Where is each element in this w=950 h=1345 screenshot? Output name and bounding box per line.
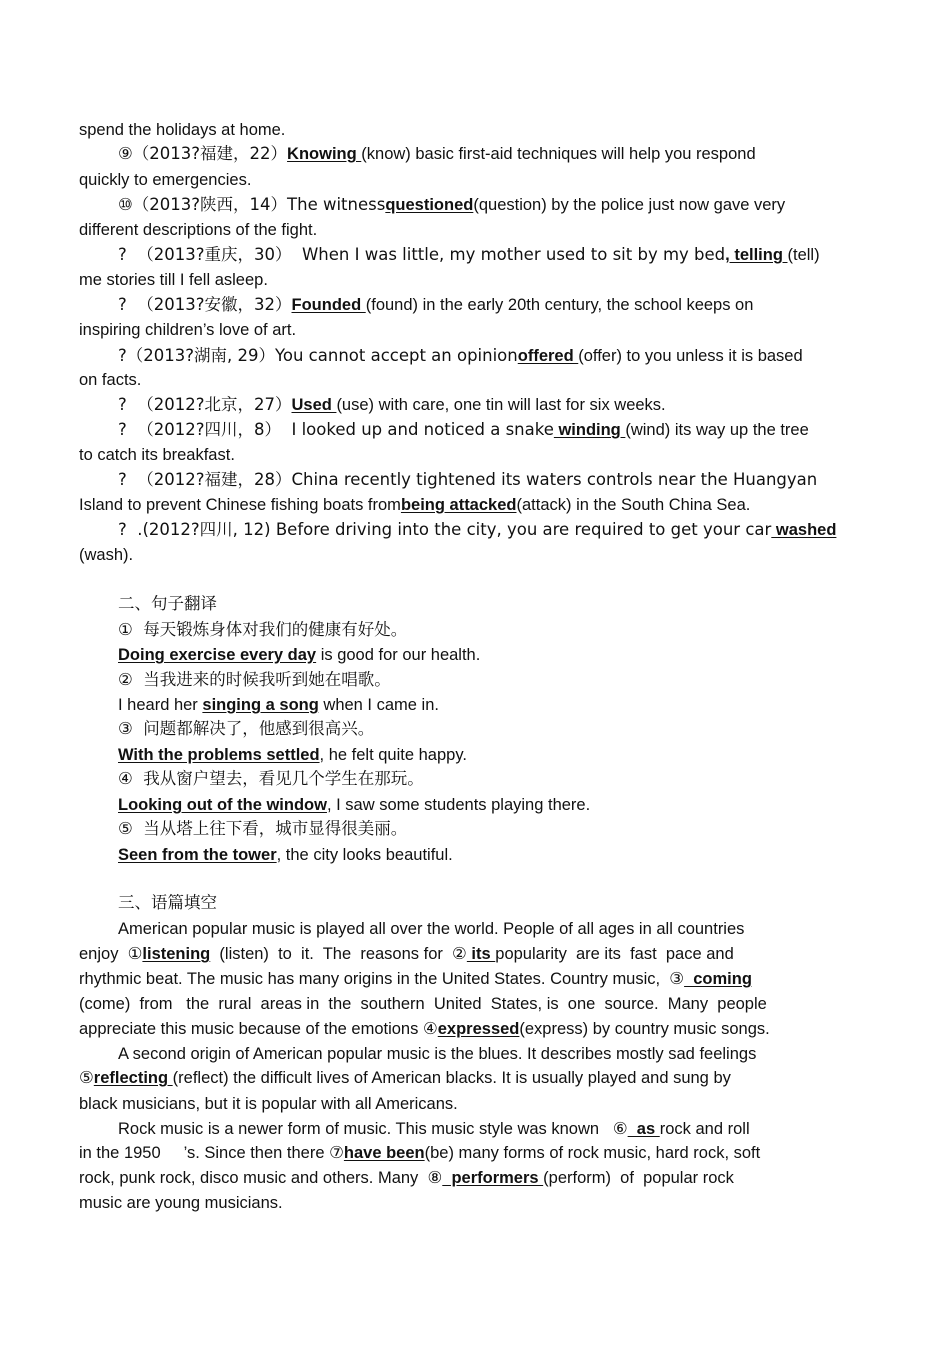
exercise-9: ⑨（2013?福建，22）Knowing (know) basic first-aid techniques will help you respond [118,144,756,163]
cloze-line: Rock music is a newer form of music. This music style was known ⑥ as rock and roll [118,1120,750,1138]
text-line: to catch its breakfast. [79,446,235,464]
cloze-line: rock, punk rock, disco music and others. Many ⑧ performers (perform) of popular rock [79,1169,734,1187]
answer: being attacked [400,496,517,514]
text-line: spend the holidays at home. [79,121,286,139]
answer: Looking out of the window [118,796,327,814]
answer: expressed [437,1020,520,1038]
translation-prompt: ② 当我进来的时候我听到她在唱歌。 [118,670,391,689]
answer: reflecting [93,1069,173,1087]
answer: winding [553,421,626,439]
answer: , telling [725,246,788,264]
section-heading-cloze: 三、语篇填空 [118,893,217,912]
answer: With the problems settled [118,746,320,764]
answer: Used [291,396,337,414]
exercise-17: ? .(2012?四川, 12) Before driving into the city, you are required to get your car washed [118,520,837,539]
text-line: inspiring children’s love of art. [79,321,297,339]
answer: performers [442,1169,544,1187]
answer: questioned [385,196,474,214]
section-heading-translation: 二、句子翻译 [118,594,217,613]
exercise-16: ? （2012?福建，28）China recently tightened its waters controls near the Huangyan [118,470,818,489]
text-line: different descriptions of the fight. [79,221,318,239]
exercise-10: ⑩（2013?陕西，14）The witnessquestioned(question) by the police just now gave very [118,195,786,214]
cloze-line: enjoy ①listening (listen) to it. The reasons for ② its popularity are its fast pace and [79,945,734,963]
text-line: quickly to emergencies. [79,171,252,189]
exercise-15: ? （2012?四川，8） I looked up and noticed a snake winding (wind) its way up the tree [118,420,809,439]
cloze-line: American popular music is played all over the world. People of all ages in all countries [118,920,745,938]
exercise-13: ?（2013?湖南, 29）You cannot accept an opinionoffered (offer) to you unless it is based [118,346,803,365]
text-line: Island to prevent Chinese fishing boats frombeing attacked(attack) in the South China Sea. [79,496,751,514]
translation-answer: I heard her singing a song when I came in. [118,696,439,714]
translation-prompt: ⑤ 当从塔上往下看，城市显得很美丽。 [118,819,408,838]
text-line: on facts. [79,371,142,389]
cloze-line: rhythmic beat. The music has many origins in the United States. Country music, ③ coming [79,970,752,988]
answer: have been [343,1144,425,1162]
cloze-line: in the 1950 ’s. Since then there ⑦have been(be) many forms of rock music, hard rock, soft [79,1144,761,1162]
answer: washed [771,521,837,539]
cloze-line: (come) from the rural areas in the southern United States, is one source. Many people [79,995,767,1013]
translation-prompt: ④ 我从窗户望去，看见几个学生在那玩。 [118,769,424,788]
translation-prompt: ① 每天锻炼身体对我们的健康有好处。 [118,620,408,639]
answer: its [466,945,496,963]
translation-answer: Looking out of the window, I saw some students playing there. [118,796,591,814]
answer: Seen from the tower [118,846,277,864]
answer: Doing exercise every day [118,646,317,664]
answer: Knowing [287,145,362,163]
cloze-line: music are young musicians. [79,1194,283,1212]
translation-answer: Seen from the tower, the city looks beautiful. [118,846,453,864]
cloze-line: ⑤reflecting (reflect) the difficult lives of American blacks. It is usually played and sung by [79,1069,731,1087]
answer: listening [142,945,211,963]
exercise-11: ? （2013?重庆，30） When I was little, my mother used to sit by my bed, telling (tell) [118,245,820,264]
translation-answer: Doing exercise every day is good for our health. [118,646,481,664]
cloze-line: appreciate this music because of the emotions ④expressed(express) by country music songs. [79,1020,770,1038]
text-line: (wash). [79,546,134,564]
cloze-line: black musicians, but it is popular with all Americans. [79,1095,458,1113]
exercise-12: ? （2013?安徽，32）Founded (found) in the early 20th century, the school keeps on [118,295,754,314]
answer: as [627,1120,660,1138]
answer: offered [517,347,579,365]
exercise-14: ? （2012?北京，27）Used (use) with care, one tin will last for six weeks. [118,395,666,414]
text-line: me stories till I fell asleep. [79,271,268,289]
cloze-line: A second origin of American popular music is the blues. It describes mostly sad feelings [118,1045,757,1063]
translation-answer: With the problems settled, he felt quite happy. [118,746,467,764]
answer: coming [684,970,752,988]
answer: singing a song [202,696,319,714]
translation-prompt: ③ 问题都解决了，他感到很高兴。 [118,719,375,738]
answer: Founded [291,296,366,314]
